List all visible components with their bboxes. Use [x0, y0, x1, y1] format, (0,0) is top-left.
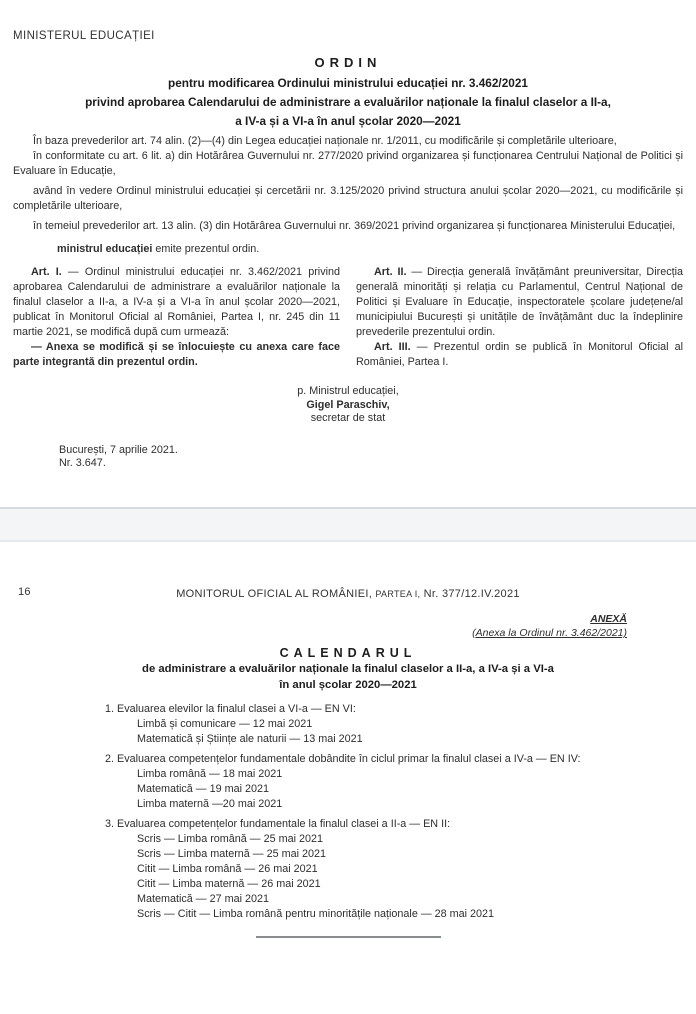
schedule-group-heading: 1. Evaluarea elevilor la finalul clasei a VI-a — EN VI:	[105, 703, 356, 715]
preamble-paragraph: În baza prevederilor art. 74 alin. (2)—(4) din Legea educației naționale nr. 1/2011, cu modificările și completările ulterioare,	[33, 135, 617, 147]
annex-reference	[0, 612, 696, 640]
calendar-subtitle-line: în anul școlar 2020—2021	[279, 678, 417, 691]
schedule-entry: Scris — Citit — Limba română pentru minoritățile naționale — 28 mai 2021	[137, 908, 495, 920]
place-and-number	[59, 444, 683, 471]
schedule-group-en2	[105, 817, 696, 922]
signature-name: Gigel Paraschiv,	[306, 398, 390, 411]
page-2	[0, 542, 696, 1014]
order-subtitle-line: privind aprobarea Calendarului de administrare a evaluărilor naționale la finalul claselor a II-a,	[85, 95, 611, 109]
order-subtitle-line: a IV-a și a VI-a în anul școlar 2020—2021	[235, 114, 461, 128]
schedule-entries	[105, 717, 696, 747]
issuing-authority: MINISTERUL EDUCAȚIEI	[13, 30, 155, 42]
preamble-paragraph: în temeiul prevederilor art. 13 alin. (3) din Hotărârea Guvernului nr. 369/2021 privind organizarea și funcționarea Ministerului Educației,	[33, 220, 676, 232]
annex-ref-line: (Anexa la Ordinul nr. 3.462/2021)	[472, 627, 627, 639]
article-1-text: — Ordinul ministrului educației nr. 3.462/2021 privind aprobarea Calendarului de administrare a evaluărilor naționale la finalul claselor a II-a, a IV-a și a VI-a în anul școlar 2020—2021, publicat în Monitorul Oficial al României, Partea I, nr. 245 din 11 martie 2021, se modifică după cum urmează:	[13, 266, 341, 338]
schedule-entries	[105, 767, 696, 812]
annex-amendment-clause: — Anexa se modifică și se înlocuiește cu anexa care face parte integrantă din prezentul ordin.	[13, 341, 340, 368]
article-3-label: Art. III.	[374, 341, 411, 353]
schedule-group-en6	[105, 702, 696, 747]
order-subtitle-line: pentru modificarea Ordinului ministrului educației nr. 3.462/2021	[168, 76, 528, 90]
signature-title: secretar de stat	[310, 412, 386, 424]
enacting-clause-rest: emite prezentul ordin.	[152, 243, 260, 255]
left-column	[13, 265, 340, 370]
end-of-document-rule	[256, 936, 441, 938]
schedule-entry: Citit — Limba maternă — 26 mai 2021	[137, 878, 321, 890]
article-3	[356, 340, 683, 370]
schedule-entry: Citit — Limba română — 26 mai 2021	[137, 863, 318, 875]
article-1	[13, 265, 340, 340]
schedule-entry: Limba română — 18 mai 2021	[137, 768, 283, 780]
page-number: 16	[18, 586, 31, 598]
schedule-entry: Matematică și Științe ale naturii — 13 mai 2021	[137, 733, 363, 745]
articles-columns	[13, 265, 683, 370]
order-subtitle	[13, 74, 683, 131]
journal-title	[176, 588, 520, 600]
enacting-clause	[13, 242, 683, 257]
enacting-clause-lead: ministrul educației	[57, 243, 153, 255]
journal-title-part: PARTEA I,	[375, 589, 421, 599]
calendar-title: CALENDARUL	[279, 646, 417, 660]
right-column	[356, 265, 683, 370]
schedule-entry: Matematică — 19 mai 2021	[137, 783, 270, 795]
article-2-text: — Direcția generală învățământ preuniversitar, Direcția generală minorități și relația cu Parlamentul, Centrul Național de Politici și Evaluare în Educație, inspectoratele școlare județene/al municipiului București și unitățile de învățământ duc la îndeplinire prevederile prezentului ordin.	[356, 266, 684, 338]
signature-role: p. Ministrul educației,	[297, 385, 399, 397]
signature-block	[13, 385, 683, 426]
schedule-group-en4	[105, 752, 696, 812]
article-3-text: — Prezentul ordin se publică în Monitorul Oficial al României, Partea I.	[356, 341, 684, 368]
schedule-entry: Limba maternă —20 mai 2021	[137, 798, 283, 810]
preamble	[13, 134, 683, 234]
schedule-entries	[105, 832, 696, 922]
schedule-entry: Scris — Limba română — 25 mai 2021	[137, 833, 324, 845]
running-header	[0, 542, 696, 600]
schedule-group-heading: 3. Evaluarea competențelor fundamentale la finalul clasei a II-a — EN II:	[105, 818, 451, 830]
order-title: ORDIN	[314, 55, 382, 70]
schedule-entry: Limbă și comunicare — 12 mai 2021	[137, 718, 313, 730]
preamble-paragraph: în conformitate cu art. 6 lit. a) din Hotărârea Guvernului nr. 277/2020 privind organizarea și funcționarea Centrului Național de Politici și Evaluare în Educație,	[13, 150, 683, 177]
preamble-paragraph: având în vedere Ordinul ministrului educației și cercetării nr. 3.125/2020 privind structura anului școlar 2020—2021, cu modificările și completările ulterioare,	[13, 185, 683, 212]
calendar-subtitle-line: de administrare a evaluărilor naționale la finalul claselor a II-a, a IV-a și a VI-a	[142, 663, 554, 675]
article-2	[356, 265, 683, 340]
evaluation-schedule	[0, 702, 696, 922]
page-break-band	[0, 507, 696, 542]
article-1-label: Art. I.	[31, 266, 62, 278]
article-2-label: Art. II.	[374, 266, 407, 278]
schedule-entry: Scris — Limba maternă — 25 mai 2021	[137, 848, 327, 860]
schedule-group-heading: 2. Evaluarea competențelor fundamentale dobândite în ciclul primar la finalul clasei a IV-a — EN IV:	[105, 753, 581, 765]
place-date: București, 7 aprilie 2021.	[59, 443, 178, 456]
journal-title-number: Nr. 377/12.IV.2021	[423, 588, 520, 600]
annex-label: ANEXĂ	[590, 613, 627, 625]
schedule-entry: Matematică — 27 mai 2021	[137, 893, 270, 905]
order-number: Nr. 3.647.	[59, 457, 106, 469]
journal-title-main: MONITORUL OFICIAL AL ROMÂNIEI,	[176, 588, 373, 600]
